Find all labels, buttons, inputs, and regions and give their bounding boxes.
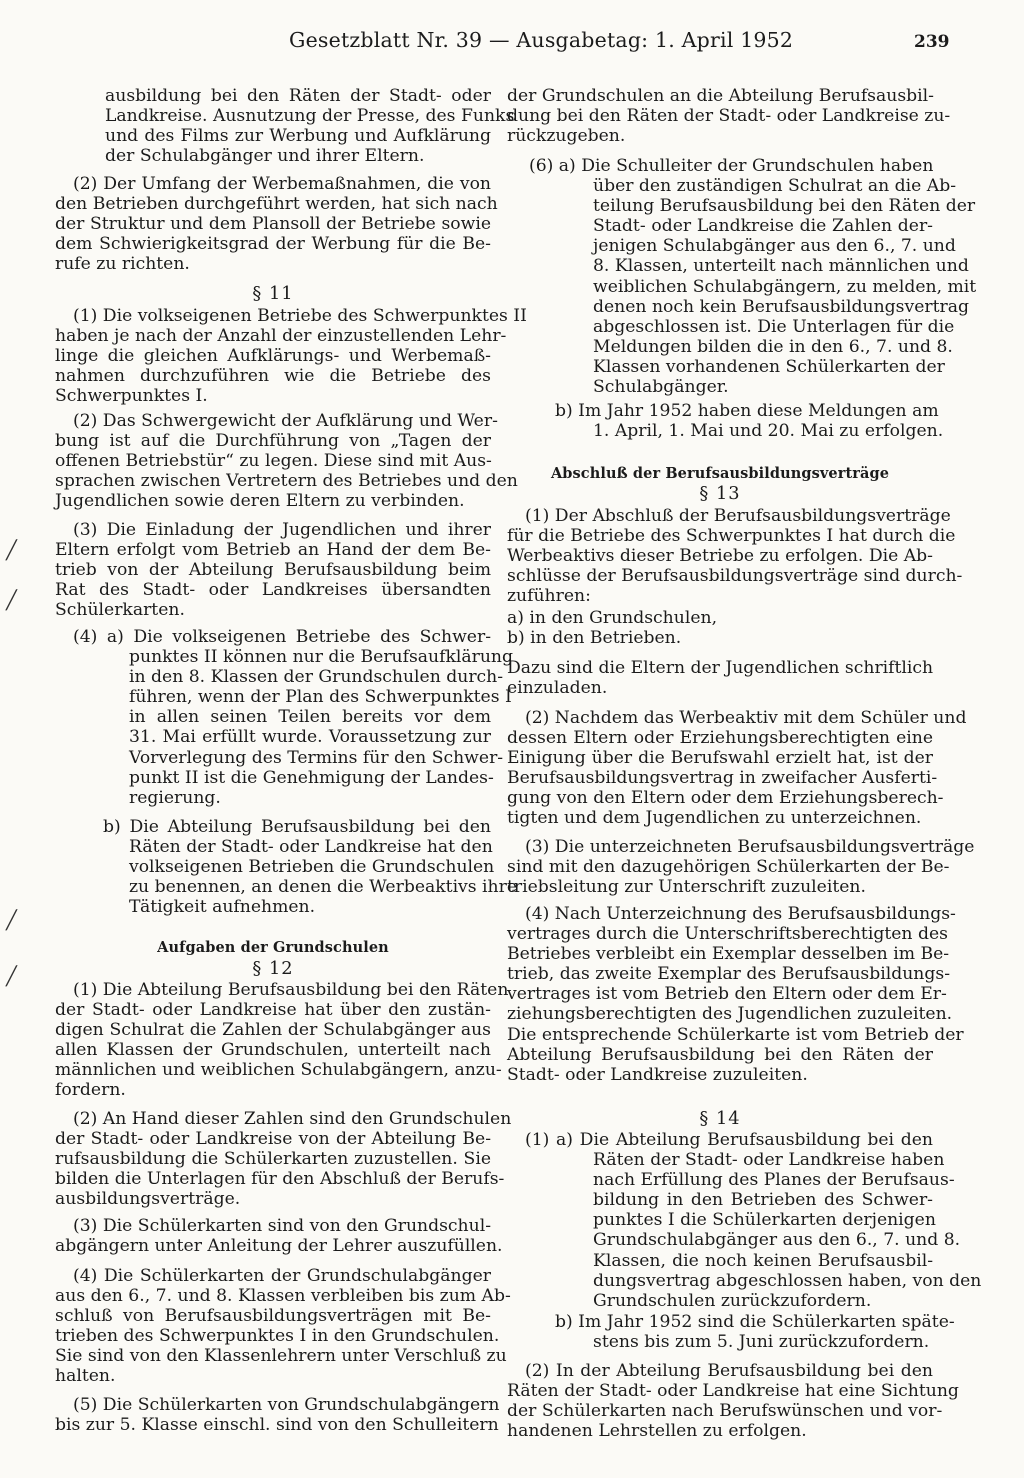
text-line: Die entsprechende Schülerkarte ist vom Betrieb der [507, 1024, 964, 1045]
text-line: sprachen zwischen Vertretern des Betriebes und den [55, 471, 518, 492]
text-line: ziehungsberechtigten des Jugendlichen zuzuleiten. [507, 1004, 953, 1025]
text-line: Einigung über die Berufswahl erzielt hat, ist der [507, 748, 933, 769]
text-line: Landkreise. Ausnutzung der Presse, des Funks [105, 106, 515, 127]
margin-tick-mark: ╱ [6, 590, 17, 611]
paragraph [507, 86, 951, 147]
text-line: offenen Betriebstür“ zu legen. Diese sind mit Aus- [55, 451, 492, 472]
text-line: abgängern unter Anleitung der Lehrer auszufüllen. [55, 1236, 503, 1257]
text-line: dung bei den Räten der Stadt- oder Landkreise zu- [507, 106, 951, 127]
text-line: (2) Das Schwergewicht der Aufklärung und Wer- [73, 411, 498, 431]
text-line: Stadt- oder Landkreise die Zahlen der- [593, 216, 933, 237]
paragraph [507, 1130, 982, 1311]
text-line: dessen Eltern oder Erziehungsberechtigten eine [507, 728, 933, 749]
subheading-abschluss: Abschluß der Berufsausbildungsverträge [550, 465, 890, 482]
text-line: regierung. [129, 787, 221, 808]
paragraph [507, 708, 967, 829]
paragraph [507, 904, 964, 1085]
text-line: (2) An Hand dieser Zahlen sind den Grundschulen [73, 1109, 512, 1129]
text-line: bung ist auf die Durchführung von „Tagen der [55, 431, 491, 452]
paragraph [105, 86, 515, 167]
text-line: trieb von der Abteilung Berufsausbildung beim [55, 560, 491, 581]
text-line: (6) a) Die Schulleiter der Grundschulen haben [529, 156, 934, 176]
text-line: der Stadt- oder Landkreise hat über den zustän- [55, 1000, 491, 1021]
list [507, 608, 933, 648]
text-line: und des Films zur Werbung und Aufklärung [105, 126, 491, 147]
text-line: Tätigkeit aufnehmen. [129, 897, 316, 918]
text-line: in den 8. Klassen der Grundschulen durch- [129, 667, 504, 688]
text-line: zu benennen, an denen die Werbeaktivs ihre [129, 877, 518, 898]
text-line: für die Betriebe des Schwerpunktes I hat durch die [507, 526, 956, 547]
text-line: halten. [55, 1366, 116, 1387]
text-line: einzuladen. [507, 678, 608, 699]
text-line: Klassen vorhandenen Schülerkarten der [593, 356, 945, 377]
text-line: b) Im Jahr 1952 sind die Schülerkarten späte- [555, 1312, 955, 1332]
text-line: denen noch kein Berufsausbildungsvertrag [593, 296, 969, 317]
text-line: (1) Der Abschluß der Berufsausbildungsverträge [525, 506, 951, 526]
margin-tick-mark: ╱ [6, 910, 17, 931]
text-line: trieben des Schwerpunktes I in den Grundschulen. [55, 1326, 500, 1347]
text-line: Abteilung Berufsausbildung bei den Räten der [507, 1044, 933, 1065]
text-line: (3) Die Schülerkarten sind von den Grundschul- [73, 1216, 491, 1236]
text-line: sind mit den dazugehörigen Schülerkarten der Be- [507, 857, 950, 878]
text-line: punktes I die Schülerkarten derjenigen [593, 1210, 936, 1231]
paragraph [55, 411, 518, 512]
text-line: Schwerpunktes I. [55, 386, 208, 407]
text-line: nach Erfüllung des Planes der Berufsaus- [593, 1170, 955, 1191]
text-line: zuführen: [507, 586, 591, 607]
margin-tick-mark: ╱ [6, 540, 17, 561]
text-line: (1) Die volkseigenen Betriebe des Schwerpunktes II [73, 306, 527, 326]
text-line: allen Klassen der Grundschulen, unterteilt nach [55, 1040, 491, 1061]
text-line: bilden die Unterlagen für den Abschluß der Berufs- [55, 1169, 505, 1190]
text-line: der Schulabgänger und ihrer Eltern. [105, 146, 425, 167]
paragraph [55, 520, 491, 620]
text-line: männlichen und weiblichen Schulabgängern, anzu- [55, 1060, 502, 1081]
text-line: Berufsausbildungsvertrag in zweifacher Ausferti- [507, 768, 938, 789]
text-line: fordern. [55, 1080, 126, 1101]
text-line: b) in den Betrieben. [507, 628, 682, 649]
text-line: (4) Die Schülerkarten der Grundschulabgänger [73, 1266, 491, 1286]
text-line: der Stadt- oder Landkreise von der Abteilung Be- [55, 1129, 491, 1150]
text-line: in allen seinen Teilen bereits vor dem [129, 707, 491, 728]
text-line: linge die gleichen Aufklärungs- und Werbemaß- [55, 346, 491, 367]
paragraph [55, 817, 518, 918]
text-line: handenen Lehrstellen zu erfolgen. [507, 1421, 807, 1442]
text-line: ausbildungsverträge. [55, 1189, 241, 1210]
paragraph [507, 156, 977, 398]
text-line: bildung in den Betrieben des Schwer- [593, 1190, 933, 1211]
text-line: vertrages durch die Unterschriftsberechtigten des [507, 924, 948, 945]
paragraph [55, 627, 513, 808]
text-line: dem Schwierigkeitsgrad der Werbung für die Be- [55, 234, 491, 255]
text-line: Grundschulabgänger aus den 6., 7. und 8. [593, 1230, 961, 1251]
paragraph [55, 306, 527, 407]
text-line: schlüsse der Berufsausbildungsverträge sind durch- [507, 566, 963, 587]
text-line: Stadt- oder Landkreise zuzuleiten. [507, 1064, 808, 1085]
text-line: Räten der Stadt- oder Landkreise hat eine Sichtung [507, 1381, 959, 1402]
text-line: b) Die Abteilung Berufsausbildung bei den [103, 817, 491, 837]
section-heading-13: § 13 [699, 483, 741, 504]
text-line: (4) a) Die volkseigenen Betriebe des Schwer- [73, 627, 491, 647]
text-line: 1. April, 1. Mai und 20. Mai zu erfolgen. [593, 421, 944, 442]
text-line: digen Schulrat die Zahlen der Schulabgänger aus [55, 1020, 491, 1041]
text-line: stens bis zum 5. Juni zurückzufordern. [593, 1332, 930, 1353]
text-line: Räten der Stadt- oder Landkreise hat den [129, 837, 493, 858]
text-line: punktes II können nur die Berufsaufklärung [129, 647, 513, 668]
text-line: Meldungen bilden die in den 6., 7. und 8. [593, 336, 953, 357]
text-line: aus den 6., 7. und 8. Klassen verbleiben bis zum Ab- [55, 1286, 511, 1307]
text-line: (3) Die Einladung der Jugendlichen und ihrer [73, 520, 491, 540]
subheading-grundschulen: Aufgaben der Grundschulen [157, 939, 389, 956]
text-line: (2) Der Umfang der Werbemaßnahmen, die von [73, 174, 491, 194]
text-line: der Schülerkarten nach Berufswünschen und vor- [507, 1401, 943, 1422]
header-title: Gesetzblatt Nr. 39 — Ausgabetag: 1. April 1952 [289, 28, 794, 52]
paragraph [55, 1216, 503, 1257]
paragraph [55, 1395, 500, 1436]
text-line: (1) a) Die Abteilung Berufsausbildung bei den [525, 1130, 933, 1150]
section-heading-11: § 11 [252, 283, 294, 304]
section-heading-14: § 14 [699, 1108, 741, 1129]
paragraph [507, 401, 944, 442]
text-line: Räten der Stadt- oder Landkreise haben [593, 1150, 945, 1171]
text-line: über den zuständigen Schulrat an die Ab- [593, 176, 957, 197]
paragraph [55, 174, 498, 275]
text-line: der Struktur und dem Plansoll der Betriebe sowie [55, 214, 491, 235]
text-line: (3) Die unterzeichneten Berufsausbildungsverträge [525, 837, 975, 857]
section-heading-12: § 12 [252, 958, 294, 979]
text-line: weiblichen Schulabgängern, zu melden, mit [593, 276, 977, 297]
text-line: rufe zu richten. [55, 254, 190, 275]
text-line: Grundschulen zurückzufordern. [593, 1290, 872, 1311]
paragraph [55, 980, 509, 1101]
text-line: Schülerkarten. [55, 600, 185, 621]
paragraph [55, 1109, 512, 1210]
paragraph [507, 1312, 955, 1353]
page-header [0, 24, 1024, 58]
text-line: (2) Nachdem das Werbeaktiv mit dem Schüler und [525, 708, 967, 728]
text-line: punkt II ist die Genehmigung der Landes- [129, 767, 494, 788]
text-line: abgeschlossen ist. Die Unterlagen für die [593, 316, 955, 337]
text-line: Vorverlegung des Termins für den Schwer- [129, 747, 504, 768]
text-line: tigten und dem Jugendlichen zu unterzeichnen. [507, 808, 922, 829]
paragraph [507, 837, 975, 898]
text-line: triebsleitung zur Unterschrift zuzuleiten. [507, 877, 866, 898]
page-number: 239 [914, 32, 950, 52]
text-line: volkseigenen Betrieben die Grundschulen [129, 857, 495, 878]
text-line: b) Im Jahr 1952 haben diese Meldungen am [555, 401, 939, 421]
text-line: ausbildung bei den Räten der Stadt- oder [105, 86, 491, 106]
paragraph [507, 1361, 959, 1442]
text-line: Werbeaktivs dieser Betriebe zu erfolgen. Die Ab- [507, 546, 933, 567]
text-line: Klassen, die noch keinen Berufsausbil- [593, 1250, 933, 1271]
text-line: bis zur 5. Klasse einschl. sind von den Schulleitern [55, 1415, 499, 1436]
text-line: Rat des Stadt- oder Landkreises übersandten [55, 580, 491, 601]
text-line: Jugendlichen sowie deren Eltern zu verbinden. [55, 491, 465, 512]
text-line: Schulabgänger. [593, 377, 729, 398]
text-line: haben je nach der Anzahl der einzustellenden Lehr- [55, 326, 507, 347]
text-line: der Grundschulen an die Abteilung Berufsausbil- [507, 86, 934, 106]
text-line: Sie sind von den Klassenlehrern unter Verschluß zu [55, 1346, 507, 1367]
text-line: (4) Nach Unterzeichnung des Berufsausbildungs- [525, 904, 956, 924]
text-line: 31. Mai erfüllt wurde. Voraussetzung zur [129, 727, 491, 748]
text-line: vertrages ist vom Betrieb den Eltern oder dem Er- [507, 984, 947, 1005]
text-line: 8. Klassen, unterteilt nach männlichen und [593, 256, 969, 277]
text-line: rückzugeben. [507, 126, 626, 147]
text-line: (1) Die Abteilung Berufsausbildung bei den Räten [73, 980, 509, 1000]
text-line: dungsvertrag abgeschlossen haben, von den [593, 1270, 982, 1291]
text-line: trieb, das zweite Exemplar des Berufsausbildungs- [507, 964, 950, 985]
text-line: Eltern erfolgt vom Betrieb an Hand der dem Be- [55, 540, 491, 561]
text-line: a) in den Grundschulen, [507, 608, 718, 628]
text-line: nahmen durchzuführen wie die Betriebe des [55, 366, 491, 387]
text-line: Dazu sind die Eltern der Jugendlichen schriftlich [507, 658, 934, 678]
text-line: Betriebes verbleibt ein Exemplar desselben im Be- [507, 944, 950, 965]
paragraph [507, 506, 963, 607]
paragraph [55, 1266, 511, 1387]
text-line: schluß von Berufsausbildungsverträgen mit Be- [55, 1306, 491, 1327]
text-line: (2) In der Abteilung Berufsausbildung bei den [525, 1361, 933, 1381]
text-line: teilung Berufsausbildung bei den Räten der [593, 196, 976, 217]
margin-tick-mark: ╱ [6, 966, 17, 987]
text-line: jenigen Schulabgänger aus den 6., 7. und [593, 236, 956, 257]
text-line: gung von den Eltern oder dem Erziehungsberech- [507, 788, 944, 809]
text-line: führen, wenn der Plan des Schwerpunktes I [129, 687, 512, 708]
text-line: (5) Die Schülerkarten von Grundschulabgängern [73, 1395, 500, 1415]
text-line: rufsausbildung die Schülerkarten zuzustellen. Sie [55, 1149, 491, 1170]
paragraph [507, 658, 933, 698]
text-line: den Betrieben durchgeführt werden, hat sich nach [55, 194, 498, 215]
